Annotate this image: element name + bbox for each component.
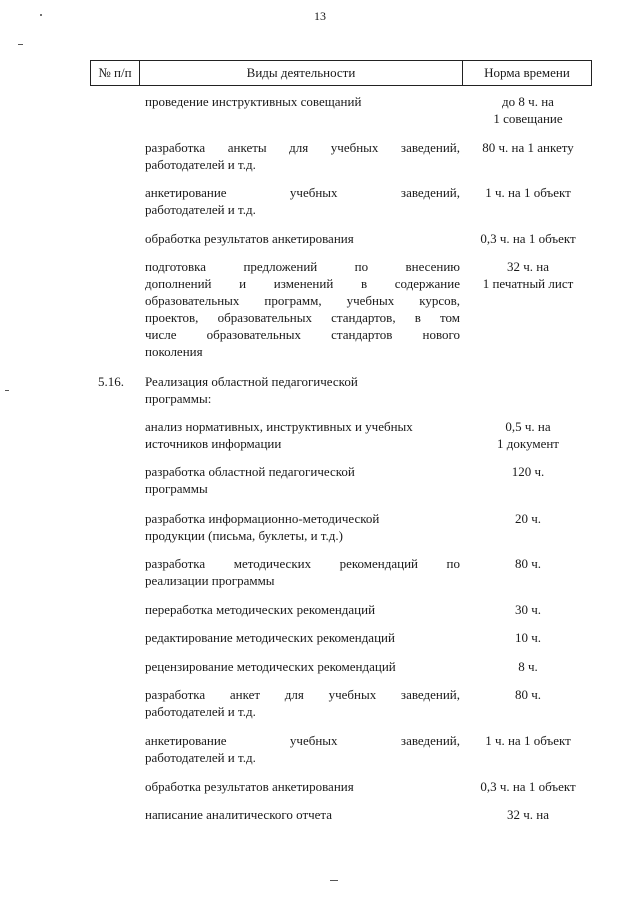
activity-cell: подготовка предложений по внесению дополнений и изменений в содержание образовательных программ, учебных курсов, проектов, образовательных стандартов, в том числе образовательных стандартов нового поколения [145, 259, 460, 359]
norm-cell: 0,3 ч. на 1 объект [480, 779, 576, 794]
table-header [90, 60, 592, 86]
norm-cell: 120 ч. [511, 464, 545, 479]
activity-cell: разработка информационно-методической продукции (письма, буклеты, и т.д.) [145, 511, 380, 543]
activity-cell: написание аналитического отчета [145, 807, 333, 822]
norm-cell: 1 ч. на 1 объект [485, 733, 571, 748]
norm-cell: 30 ч. [514, 602, 542, 617]
activity-cell: рецензирование методических рекомендаций [145, 659, 396, 674]
norm-cell: 80 ч. [514, 687, 542, 702]
section-number: 5.16. [98, 374, 124, 389]
activity-cell: разработка анкеты для учебных заведений, работодателей и т.д. [145, 140, 460, 172]
page-number: 13 [314, 9, 326, 23]
norm-cell: до 8 ч. на 1 совещание [493, 94, 563, 126]
norm-cell: 20 ч. [514, 511, 542, 526]
norm-cell: 80 ч. на 1 анкету [482, 140, 574, 155]
activity-cell: анкетирование учебных заведений, работодателей и т.д. [145, 733, 460, 765]
activity-cell: анкетирование учебных заведений, работодателей и т.д. [145, 185, 460, 217]
section-title: Реализация областной педагогической программы: [145, 374, 358, 406]
header-col-activity: Виды деятельности [140, 61, 463, 86]
activity-cell: разработка областной педагогической программы [145, 464, 355, 496]
scan-mark [18, 44, 23, 45]
activity-cell: переработка методических рекомендаций [145, 602, 376, 617]
activity-cell: обработка результатов анкетирования [145, 231, 354, 246]
activity-cell: обработка результатов анкетирования [145, 779, 354, 794]
activity-cell: анализ нормативных, инструктивных и учебных источников информации [145, 419, 413, 451]
activity-cell: разработка методических рекомендаций по реализации программы [145, 556, 460, 588]
norm-cell: 0,3 ч. на 1 объект [480, 231, 576, 246]
norm-cell: 10 ч. [514, 630, 542, 645]
scan-mark [330, 880, 338, 881]
norm-cell: 32 ч. на 1 печатный лист [482, 259, 574, 291]
norm-cell: 1 ч. на 1 объект [485, 185, 571, 200]
scan-mark [5, 390, 9, 391]
norm-cell: 80 ч. [514, 556, 542, 571]
norm-cell: 32 ч. на [506, 807, 549, 822]
norm-cell: 8 ч. [518, 659, 538, 674]
norm-cell: 0,5 ч. на 1 документ [497, 419, 559, 451]
activity-cell: проведение инструктивных совещаний [145, 94, 362, 109]
activity-cell: редактирование методических рекомендаций [145, 630, 395, 645]
activity-cell: разработка анкет для учебных заведений, работодателей и т.д. [145, 687, 460, 719]
header-col-norm: Норма времени [463, 61, 592, 86]
header-col-number: № п/п [91, 61, 140, 86]
